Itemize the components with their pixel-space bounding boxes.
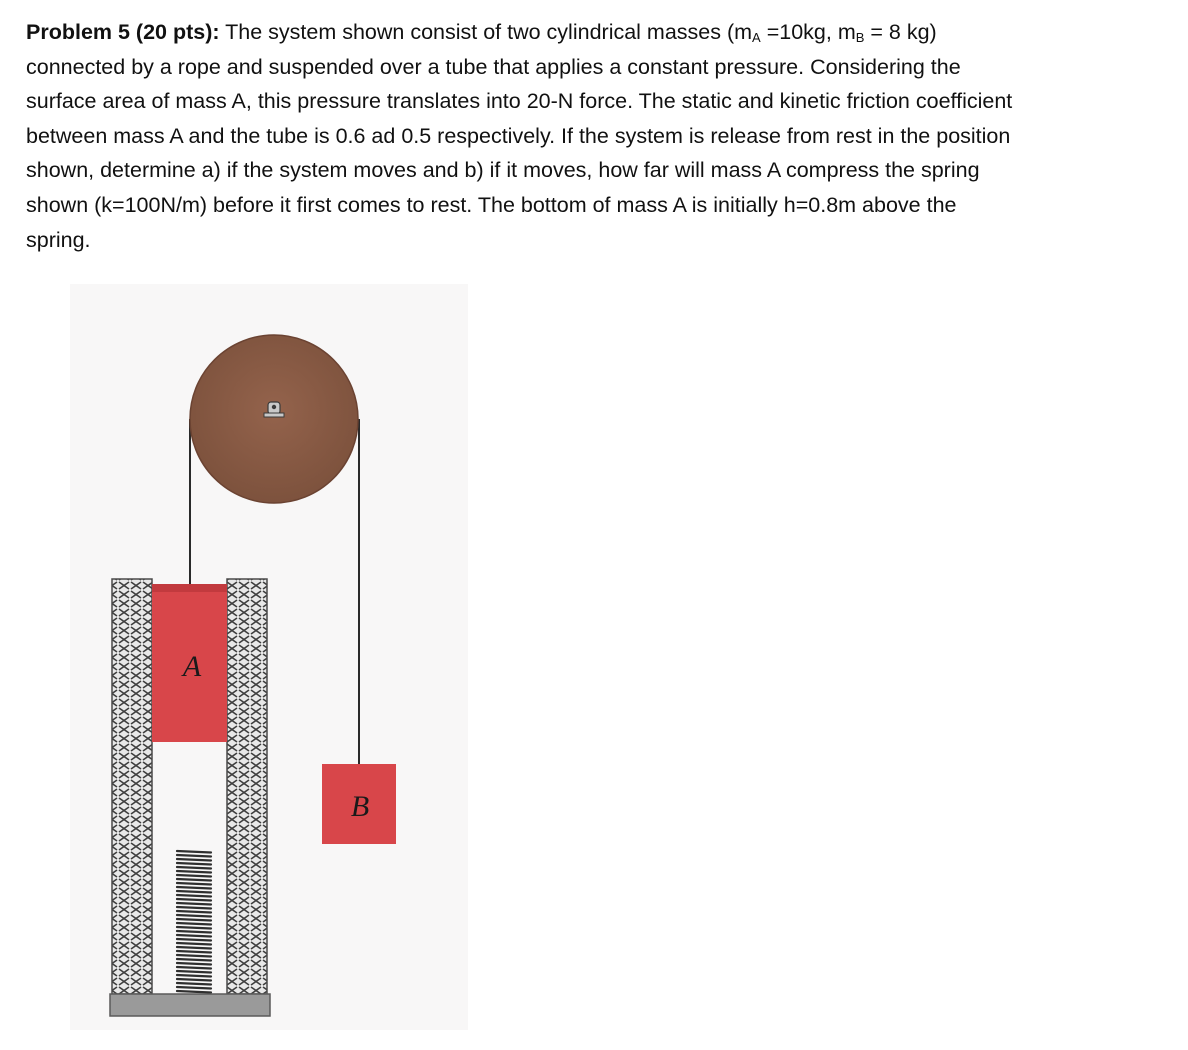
spring-coil [177, 991, 211, 993]
problem-line-4: between mass A and the tube is 0.6 ad 0.5 respectively. If the system is release from rest in the position [26, 123, 1011, 148]
spring-coil [177, 971, 211, 973]
problem-statement [26, 15, 1176, 257]
spring-coil [177, 895, 211, 897]
spring-coil [177, 967, 211, 969]
spring-coil [177, 931, 211, 933]
spring-coil [177, 959, 211, 961]
problem-line-1 [26, 15, 1176, 50]
tube-wall-right [227, 579, 267, 994]
problem-heading: Problem 5 (20 pts): [26, 20, 220, 44]
spring-coil [177, 851, 211, 853]
spring-coil [177, 927, 211, 929]
spring-coil [177, 963, 211, 965]
spring-coil [177, 915, 211, 917]
spring-coil [177, 975, 211, 977]
tube-wall-left [112, 579, 152, 994]
problem-line-3: surface area of mass A, this pressure translates into 20-N force. The static and kinetic friction coefficient [26, 89, 1013, 114]
spring-coil [177, 979, 211, 981]
spring-coil [177, 867, 211, 869]
spring-coil [177, 911, 211, 913]
spring-coil [177, 919, 211, 921]
spring-coil [177, 907, 211, 909]
spring-coil [177, 987, 211, 989]
spring-coil [177, 947, 211, 949]
spring-coil [177, 883, 211, 885]
mass-a-label: A [182, 650, 202, 683]
spring-coil [177, 891, 211, 893]
problem-line-7: spring. [26, 227, 91, 252]
spring-coil [177, 943, 211, 945]
pulley-system-figure [70, 284, 470, 1032]
spring-coil [177, 871, 211, 873]
subscript-b: B [855, 30, 865, 45]
problem-text-1: The system shown consist of two cylindrical masses (m [219, 20, 753, 44]
spring-coil [177, 875, 211, 877]
spring-coil [177, 923, 211, 925]
spring-coil [177, 863, 211, 865]
problem-line-6: shown (k=100N/m) before it first comes to rest. The bottom of mass A is initially h=0.8m above the [26, 192, 957, 217]
problem-line-5: shown, determine a) if the system moves and b) if it moves, how far will mass A compress the spring [26, 158, 980, 183]
subscript-a: A [752, 30, 761, 45]
spring-coil [177, 939, 211, 941]
spring-coil [177, 879, 211, 881]
figure-svg [70, 284, 470, 1032]
spring-coil [177, 955, 211, 957]
spring-coil [177, 935, 211, 937]
spring-coil [177, 903, 211, 905]
mass-b-label: B [350, 790, 370, 823]
spring-coil [177, 855, 211, 857]
pulley-wheel [190, 335, 358, 503]
spring-coil [177, 899, 211, 901]
spring-coil [177, 983, 211, 985]
mass-a-value: =10kg, m [760, 20, 856, 44]
base-plate [110, 994, 270, 1016]
spring-coil [177, 859, 211, 861]
mass-b-value: = 8 kg) [864, 20, 937, 44]
spring-coil [177, 887, 211, 889]
problem-line-2: connected by a rope and suspended over a tube that applies a constant pressure. Considering the [26, 54, 961, 79]
spring-coil [177, 951, 211, 953]
